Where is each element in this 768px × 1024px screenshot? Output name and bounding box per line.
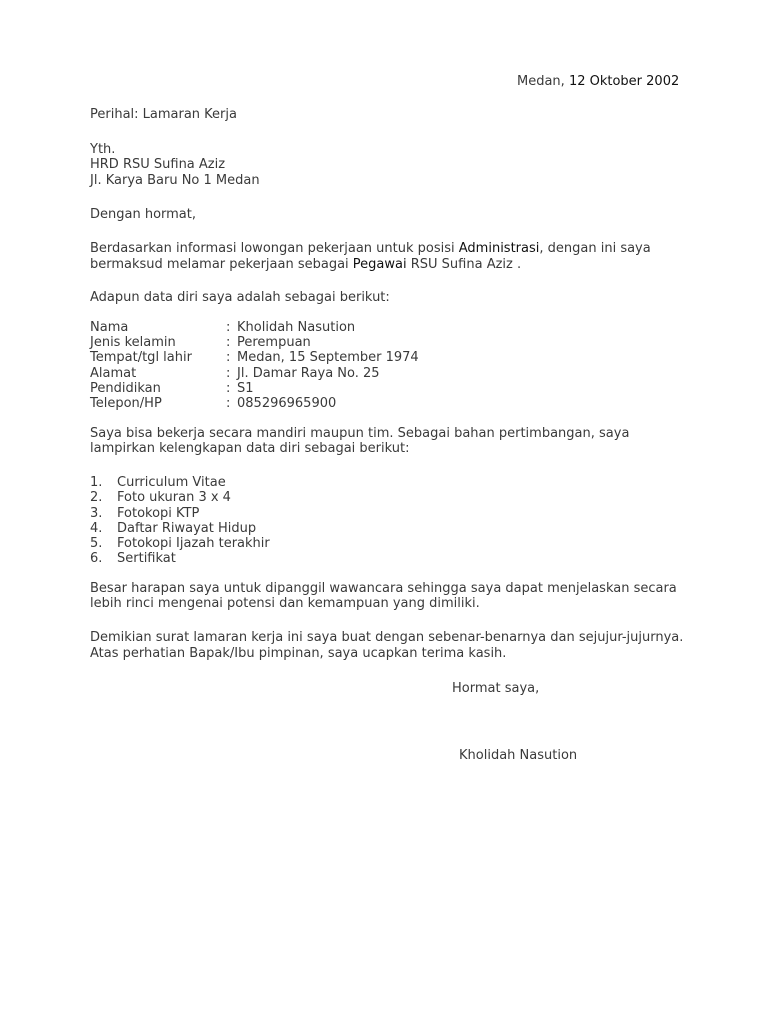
list-item-number: 3. <box>90 506 103 521</box>
data-value-jenis-kelamin: Perempuan <box>237 335 311 350</box>
list-item: Daftar Riwayat Hidup <box>117 521 257 536</box>
data-intro: Adapun data diri saya adalah sebagai berikut: <box>90 290 390 305</box>
data-value-alamat: Jl. Damar Raya No. 25 <box>237 366 380 381</box>
data-colon: : <box>226 335 231 350</box>
intro-line-1 <box>90 241 651 256</box>
list-item: Foto ukuran 3 x 4 <box>117 490 231 505</box>
intro-text-a: Berdasarkan informasi lowongan pekerjaan untuk posisi <box>90 241 459 256</box>
data-colon: : <box>226 396 231 411</box>
body3-line-2: Atas perhatian Bapak/Ibu pimpinan, saya ucapkan terima kasih. <box>90 646 507 661</box>
data-value-nama: Kholidah Nasution <box>237 320 356 335</box>
intro-text-c: bermaksud melamar pekerjaan sebagai <box>90 257 353 272</box>
data-label-telepon: Telepon/HP <box>90 396 162 411</box>
intro-position: Administrasi <box>458 241 540 256</box>
list-item: Fotokopi KTP <box>117 506 200 521</box>
data-value-pendidikan: S1 <box>237 381 254 396</box>
list-item-number: 2. <box>90 490 103 505</box>
intro-text-b: , dengan ini saya <box>539 241 651 256</box>
body2-line-2: lebih rinci mengenai potensi dan kemampuan yang dimiliki. <box>90 596 480 611</box>
recipient-greeting: Yth. <box>90 142 116 157</box>
intro-line-2 <box>90 257 521 272</box>
closing: Hormat saya, <box>452 681 540 696</box>
data-label-tempat-tgl-lahir: Tempat/tgl lahir <box>90 350 192 365</box>
data-value-tempat-tgl-lahir: Medan, 15 September 1974 <box>237 350 419 365</box>
data-colon: : <box>226 320 231 335</box>
recipient-name: HRD RSU Sufina Aziz <box>90 157 226 172</box>
date-value: 12 Oktober 2002 <box>568 74 680 89</box>
list-item: Curriculum Vitae <box>117 475 226 490</box>
signature-name: Kholidah Nasution <box>459 748 578 763</box>
intro-job: Pegawai <box>352 257 407 272</box>
list-item-number: 4. <box>90 521 103 536</box>
data-label-alamat: Alamat <box>90 366 137 381</box>
list-item: Sertifikat <box>117 551 176 566</box>
list-item: Fotokopi Ijazah terakhir <box>117 536 270 551</box>
date-prefix: Medan, <box>517 74 569 89</box>
salutation: Dengan hormat, <box>90 207 197 222</box>
data-colon: : <box>226 381 231 396</box>
body3-line-1: Demikian surat lamaran kerja ini saya buat dengan sebenar-benarnya dan sejujur-jujurnya. <box>90 630 684 645</box>
data-label-pendidikan: Pendidikan <box>90 381 161 396</box>
data-label-nama: Nama <box>90 320 129 335</box>
letter-date <box>517 74 679 89</box>
data-value-telepon: 085296965900 <box>237 396 337 411</box>
subject-line: Perihal: Lamaran Kerja <box>90 107 237 122</box>
list-item-number: 1. <box>90 475 103 490</box>
body1-line-1: Saya bisa bekerja secara mandiri maupun tim. Sebagai bahan pertimbangan, saya <box>90 426 630 441</box>
recipient-address: Jl. Karya Baru No 1 Medan <box>90 173 260 188</box>
body1-line-2: lampirkan kelengkapan data diri sebagai berikut: <box>90 441 410 456</box>
data-label-jenis-kelamin: Jenis kelamin <box>90 335 176 350</box>
data-colon: : <box>226 366 231 381</box>
list-item-number: 5. <box>90 536 103 551</box>
data-colon: : <box>226 350 231 365</box>
body2-line-1: Besar harapan saya untuk dipanggil wawancara sehingga saya dapat menjelaskan secara <box>90 581 677 596</box>
list-item-number: 6. <box>90 551 103 566</box>
intro-text-d: RSU Sufina Aziz . <box>406 257 522 272</box>
